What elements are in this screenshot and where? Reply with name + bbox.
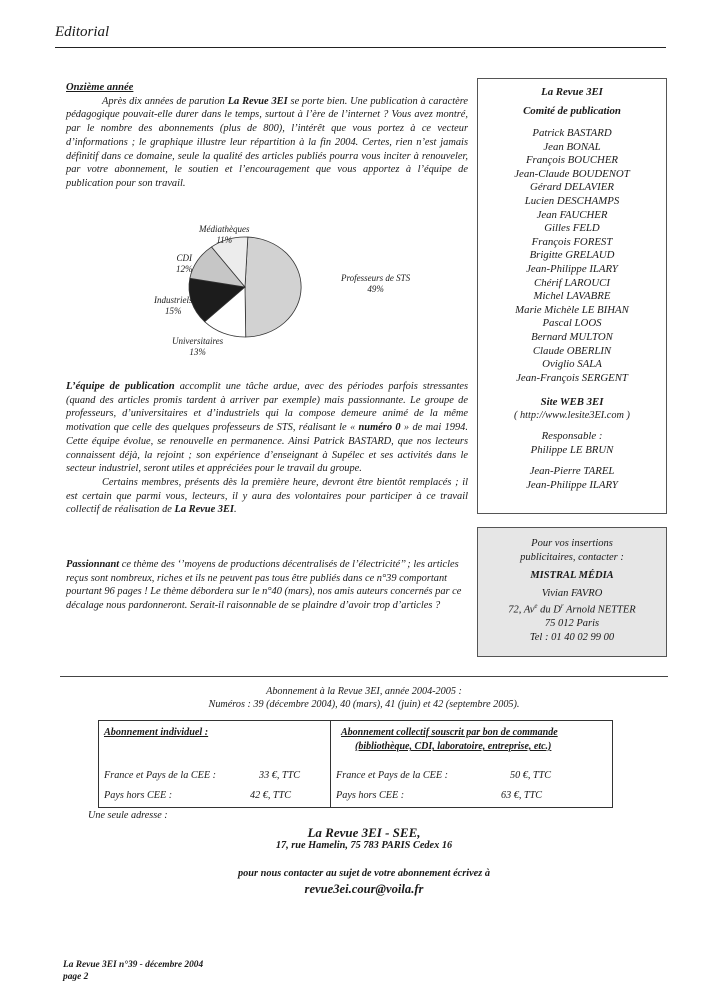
section-lead: Passionnant [66, 559, 120, 570]
individuel-row1-price: 33 €, TTC [259, 770, 301, 781]
section-heading: Onzième année [66, 82, 134, 93]
comite-member: François FOREST [531, 235, 613, 248]
editorial-section-2 [66, 380, 468, 517]
comite-member: Gilles FELD [544, 222, 600, 235]
pub-company: MISTRAL MÉDIA [530, 570, 614, 582]
comite-member: Jean-François SERGENT [516, 371, 628, 384]
text-run: » de mai 1994. Cette équipe évolue, se renouvelle en permanence. Ainsi Patrick BASTARD, que nos lecteurs connaissent déjà, la rejoint ; son expérience d’enseignant à Supélec et ses activités dans le secteur industriel, seront utiles et appréciées pour le travail du groupe. [66, 422, 468, 475]
comite-member: Jean-Claude BOUDENOT [514, 167, 630, 180]
comite-member: Bernard MULTON [531, 330, 613, 343]
pub-contact-name: Vivian FAVRO [541, 587, 603, 599]
comite-member: Gérard DELAVIER [530, 181, 614, 194]
text-run: . [233, 504, 237, 516]
subscription-table [98, 720, 613, 808]
web-site-url[interactable]: ( http://www.lesite3EI.com ) [514, 410, 630, 422]
pie-label-cdi: CDI 12% [176, 253, 193, 274]
section-paragraph [66, 380, 468, 476]
responsable-name: Philippe LE BRUN [530, 443, 614, 456]
brand-name: La Revue 3EI [174, 504, 234, 516]
comite-member: Patrick BASTARD [532, 127, 612, 139]
advertising-contact-box [477, 527, 667, 657]
footer-page: page 2 [63, 972, 89, 982]
pie-label-professeurs: Professeurs de STS 49% [341, 273, 411, 294]
numero-zero: numéro 0 [358, 422, 401, 434]
comite-publication-box [477, 78, 667, 514]
editorial-section-1 [66, 81, 468, 191]
pub-line: publicitaires, contacter : [520, 551, 624, 563]
text-run: Certains membres, présents dès la première heure, devront être bientôt remplacés ; il est certain que parmi vous, lecteurs, il y aura des volontaires pour participer à ce travail collectif de réalisation de [66, 476, 468, 516]
header-rule [55, 47, 666, 48]
web-team-member: Jean-Pierre TAREL [529, 465, 615, 478]
comite-member: Jean BONAL [543, 140, 601, 153]
collectif-row2-label: Pays hors CEE : [336, 790, 405, 801]
text-run: accomplit une tâche ardue, avec des périodes parfois stressantes (quand des articles promis tardent à arriver par exemple) mais passionnante. Le groupe de professeurs, d’universitaires et d’industriels qui la compose demeure animé de la même motivation que celle des quelques professeurs de STS, réalisant le « [66, 381, 468, 434]
collectif-row1-label: France et Pays de la CEE : [336, 770, 449, 781]
pie-label-mediatheques: Médiathèques 11% [199, 224, 250, 245]
collectif-header-line1: Abonnement collectif souscrit par bon de commande [341, 727, 558, 738]
subscription-title: Abonnement à la Revue 3EI, année 2004-2005 : [266, 686, 462, 697]
comite-member: Oviglio SALA [542, 358, 602, 371]
section-paragraph [66, 476, 468, 517]
individuel-header: Abonnement individuel : [104, 727, 209, 738]
pie-label-industriels: Industriels 15% [154, 295, 193, 316]
contact-note: pour nous contacter au sujet de votre abonnement écrivez à [238, 868, 490, 879]
comite-member: Lucien DESCHAMPS [524, 194, 620, 207]
pub-line: Pour vos insertions [531, 538, 613, 549]
section-paragraph [66, 558, 468, 613]
comite-title: La Revue 3EI [541, 86, 603, 98]
text-run: se porte bien. Une publication à caractère pédagogique pouvait-elle durer dans le temps, surtout à l’ère de l’internet ? Vous avez montré, par le nombre des abonnements (plus de 800), l’intérêt que vous portez à ce vecteur d’informations ; le graphique illustre leur répartition à la fin 2004. Certes, rien n’est jamais définitif dans ce domaine, seule la qualité des articles publiés pourra vous inciter à renouveler, par votre abonnement, le soutien et l’encouragement que vous apportez à l’équipe de publication pour son travail. [66, 95, 469, 189]
comite-member: Jean-Philippe ILARY [526, 262, 618, 275]
pub-city: 75 012 Paris [544, 618, 600, 630]
text-run: Après dix années de parution [102, 95, 228, 107]
text-run: ce thème des ‘’moyens de productions décentralisés de l’électricité’’ ; les articles reçus sont nombreux, riches et ils ne peuvent pas tous être publiés dans ce n°39 comportant pourtant 96 pages ! Le thème débordera sur le n°40 (mars), nos amis auteurs concernés par ce décalage nous pardonneront. Serait-il raisonnable de se plaindre d’avoir trop d’articles ? [66, 559, 462, 612]
page-header-title: Editorial [55, 24, 110, 40]
subscriber-pie-chart [140, 210, 460, 370]
web-team-member: Jean-Philippe ILARY [526, 479, 618, 492]
individuel-row2-label: Pays hors CEE : [104, 790, 173, 801]
subscription-rule [60, 676, 668, 677]
comite-subtitle: Comité de publication [523, 105, 621, 117]
comite-member: Michel LAVABRE [533, 290, 611, 303]
comite-member: Pascal LOOS [542, 317, 602, 330]
individuel-row2-price: 42 €, TTC [250, 790, 292, 801]
comite-member: Brigitte GRELAUD [529, 249, 615, 262]
brand-name: La Revue 3EI [227, 95, 288, 107]
contact-email[interactable]: revue3ei.cour@voila.fr [304, 882, 424, 896]
pie-label-universitaires: Universitaires 13% [172, 336, 224, 357]
subscription-numbers: Numéros : 39 (décembre 2004), 40 (mars), 41 (juin) et 42 (septembre 2005). [208, 699, 520, 710]
comite-member: François BOUCHER [525, 154, 619, 167]
comite-member-list [478, 127, 666, 385]
pie-slice-1 [245, 237, 301, 337]
collectif-row2-price: 63 €, TTC [501, 790, 543, 801]
editorial-section-3 [66, 558, 468, 613]
comite-member: Claude OBERLIN [532, 344, 612, 357]
subscription-street: 17, rue Hamelin, 75 783 PARIS Cedex 16 [275, 840, 453, 851]
comite-member: Chérif LAROUCI [534, 276, 610, 289]
footer-issue: La Revue 3EI n°39 - décembre 2004 [63, 960, 204, 970]
comite-member: Marie Michèle LE BIHAN [515, 303, 629, 316]
collectif-row1-price: 50 €, TTC [510, 770, 552, 781]
address-label: Une seule adresse : [88, 810, 168, 821]
section-lead: L’équipe de publication [66, 380, 175, 392]
pub-address: 72, Av$^e$ du $D^r$ Arnold NETTER [508, 602, 636, 616]
subscription-org: La Revue 3EI - SEE, [307, 825, 421, 840]
web-site-title: Site WEB 3EI [540, 396, 604, 409]
responsable-label: Responsable : [541, 430, 603, 443]
section-paragraph [66, 95, 468, 191]
table-divider [330, 721, 331, 807]
pub-telephone: Tel : 01 40 02 99 00 [529, 632, 615, 644]
collectif-header-line2: (bibliothèque, CDI, laboratoire, entreprise, etc.) [355, 741, 552, 752]
individuel-row1-label: France et Pays de la CEE : [104, 770, 217, 781]
comite-member: Jean FAUCHER [536, 208, 608, 221]
